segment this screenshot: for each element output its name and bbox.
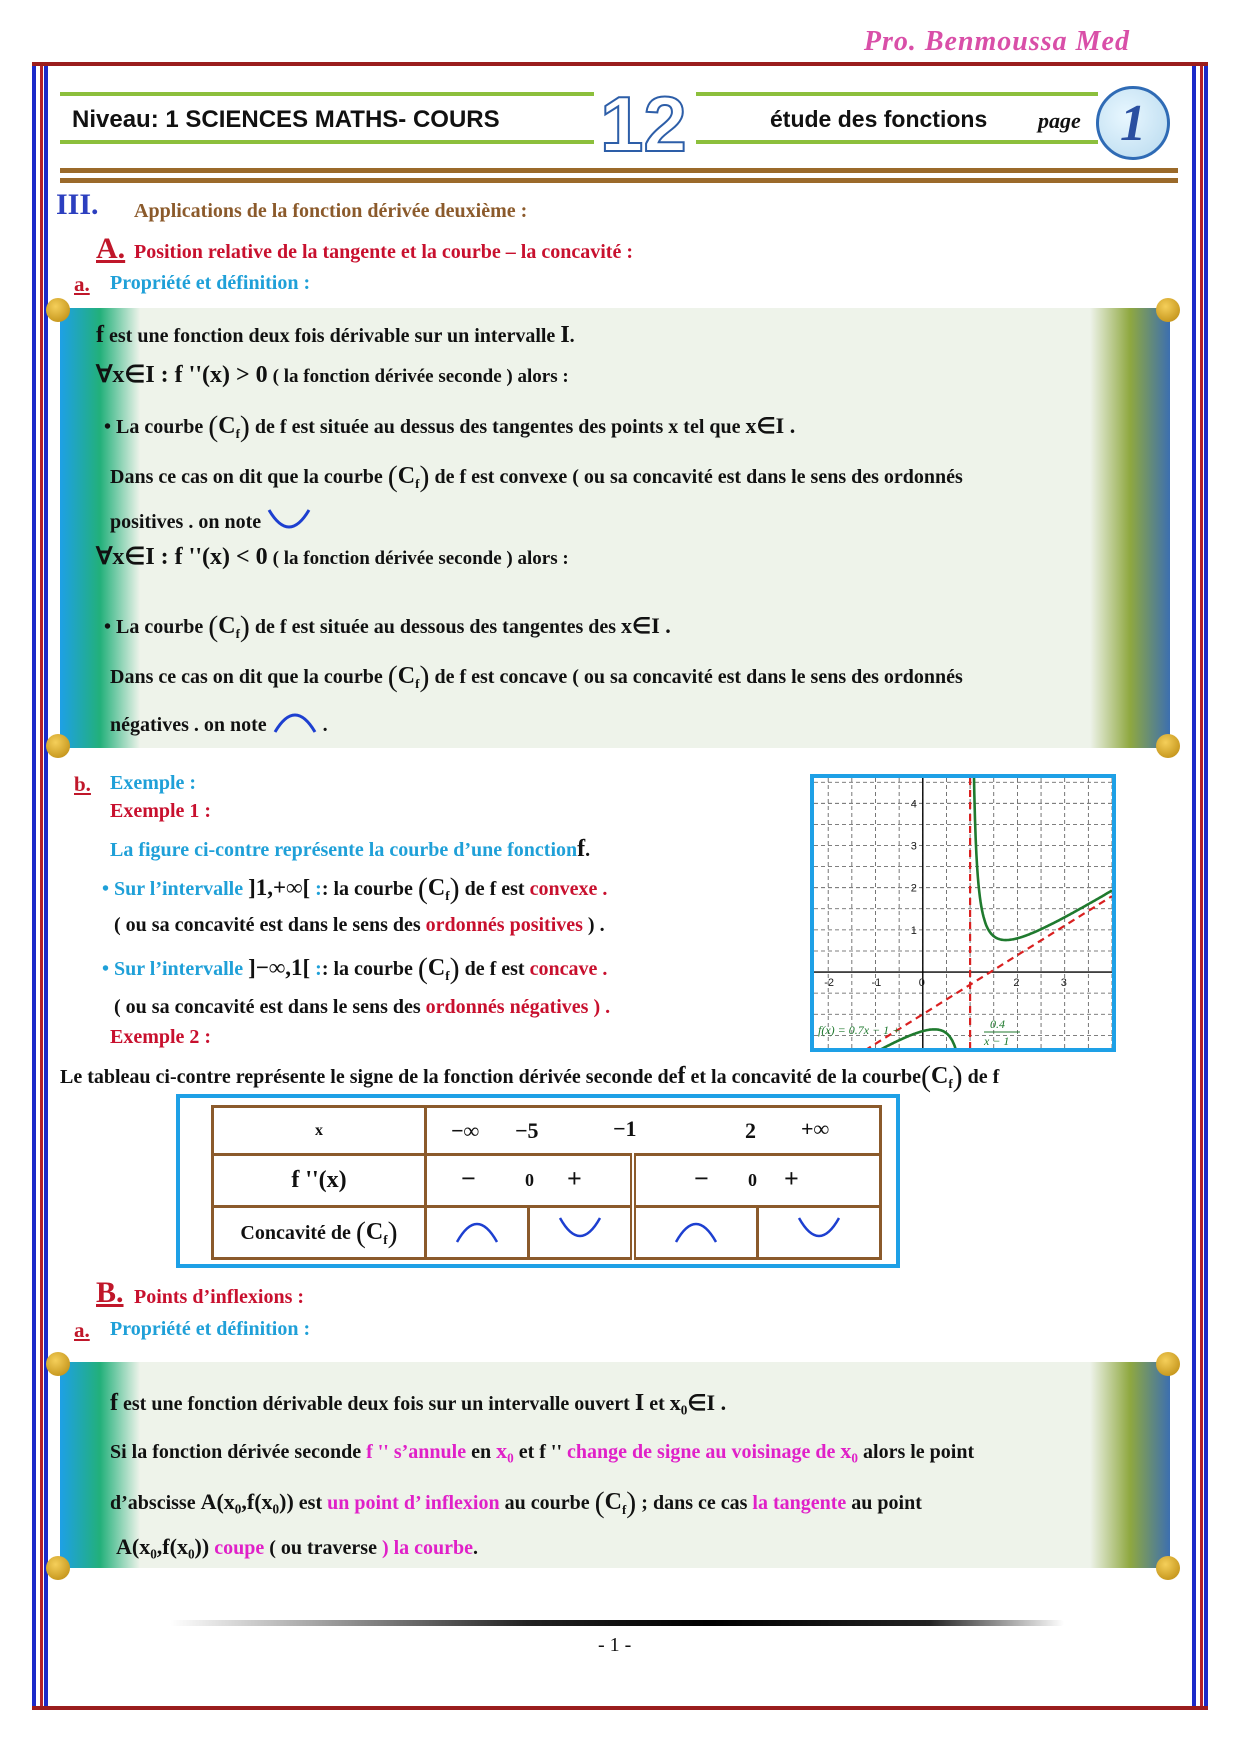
condition-positive [96,360,569,389]
x-tick-label: -2 [824,977,834,990]
header-topic: étude des fonctions [770,106,988,132]
bullet-below: • La courbe $(C_f)$ de f est située au dessous des tangentes des x∈I . [104,610,671,643]
y-tick-label: 4 [910,798,917,811]
header-right-box [696,92,1098,144]
inflexion-line-1: f est une fonction dérivable deux fois sur un intervalle ouvert I et x₀∈I . [110,1390,727,1416]
footer-rule [170,1620,1064,1626]
convex-note-line: positives . on note [110,506,312,534]
concave-note-line: négatives . on note . [110,708,328,737]
concave-cap-icon [272,708,318,734]
section-a-sub-letter: a. [74,272,90,296]
table-row [213,1207,881,1259]
interval-minus-inf-1: ]−∞,1[ [248,955,311,980]
curve-Cf: $(C_f)$ [387,660,430,693]
section-numeral: III. [56,188,99,221]
page-number-badge [1096,86,1170,160]
function-graph [810,774,1116,1052]
box-corner-ornament [1156,1556,1180,1580]
right-border [1192,66,1208,1706]
concave-definition: Dans ce cas on dit que la courbe $(C_f)$ de f est concave ( ou sa concavité est dans le sens des ordonnés [110,660,963,693]
y-tick-label: 3 [910,840,917,853]
x-tick-label: 0 [918,977,925,990]
example-letter: b. [74,772,91,796]
box-corner-ornament [46,1556,70,1580]
convex-definition: Dans ce cas on dit que la courbe $(C_f)$ de f est convexe ( ou sa concavité est dans le sens des ordonnés [110,460,963,493]
var-f: f [96,322,104,348]
section-title: Applications de la fonction dérivée deuxième : [134,200,528,222]
header-rule-1 [60,168,1178,173]
var-I: I [560,322,570,348]
example-1-title: Exemple 1 : [110,800,212,822]
inflexion-line-4: A(x₀,f(x₀)) coupe ( ou traverse ) la courbe. [116,1534,479,1559]
example-interval-convex: • Sur l’intervalle ]1,+∞[ :: la courbe $(C_f)$ de f est convexe . [102,872,608,905]
convex-cup-icon [557,1216,603,1244]
section-a-title: Position relative de la tangente et la courbe – la concavité : [134,241,633,263]
inflexion-line-3: d’abscisse A(x₀,f(x₀)) est un point d’ inflexion au courbe $(C_f)$ ; dans ce cas la tangente au point [110,1486,922,1519]
box-corner-ornament [46,298,70,322]
example-convex-note: ( ou sa concavité est dans le sens des ordonnés positives ) . [114,914,605,936]
section-a-letter: A. [96,232,126,265]
curve-Cf: $(C_f)$ [417,872,460,905]
inflexion-line-2: Si la fonction dérivée seconde f '' s’annule en x₀ et f '' change de signe au voisinage de x₀ alors le point [110,1438,975,1463]
curve-Cf: $(C_f)$ [594,1486,637,1519]
bullet-above-a: La courbe [116,416,204,438]
section-b-letter: B. [96,1276,124,1309]
condition-negative-math: ∀x∈I : f ''(x) < 0 [96,544,268,570]
box-corner-ornament [1156,1352,1180,1376]
x-tick-label: 2 [1013,977,1020,990]
example-1-intro: La figure ci-contre représente la courbe d’une fonctionf. [110,836,591,862]
example-2-intro: Le tableau ci-contre représente le signe de la fonction dérivée seconde def et la concavité de la $courbe(C_f)$ de f [60,1060,1000,1093]
page-number: 1 [1120,94,1146,152]
table-fpp-label: f ''(x) [213,1155,426,1207]
table-x-values: −∞ −5 −1 2 +∞ [426,1107,881,1155]
concave-cap-icon [454,1216,500,1244]
curve-Cf: $(C_f)$ [387,460,430,493]
condition-negative [96,542,569,571]
example-interval-concave: • Sur l’intervalle ]−∞,1[ :: la courbe $(C_f)$ de f est concave . [102,952,608,985]
box-corner-ornament [1156,734,1180,758]
table-concavity-cell [529,1207,634,1259]
header-left-box [60,92,594,144]
def-line-1-text: est une fonction deux fois dérivable sur un intervalle [109,325,556,347]
x-tick-label: -1 [871,977,882,990]
formula-numerator: 0.4 [990,1017,1005,1031]
bullet-above-c: x∈I . [745,413,796,438]
top-border [32,62,1208,66]
footer-page-number: - 1 - [598,1634,632,1656]
curve-Cf: $(C_f)$ [208,610,250,643]
table-concavity-cell [426,1207,529,1259]
table-row [213,1107,881,1155]
bottom-border [32,1706,1208,1710]
table-concavity-label: Concavité de $(C_f)$ [213,1207,426,1259]
header-number: 12 [600,80,687,168]
section-a-sub-title: Propriété et définition : [110,272,311,294]
x-tick-label: 3 [1060,977,1067,990]
condition-note: ( la fonction dérivée seconde ) alors : [272,548,569,569]
convex-cup-icon [796,1216,842,1244]
curve-Cf: $(C_f)$ [417,952,460,985]
bullet-above: • La courbe $(C_f)$ de f est située au dessus des tangentes des points x tel que x∈I . [104,410,796,443]
condition-positive-math: ∀x∈I : f ''(x) > 0 [96,362,268,388]
condition-note: ( la fonction dérivée seconde ) alors : [272,366,569,387]
section-b-sub-letter: a. [74,1318,90,1342]
example-2-title: Exemple 2 : [110,1026,212,1048]
box-corner-ornament [1156,298,1180,322]
example-title: Exemple : [110,772,197,794]
section-b-sub-title: Propriété et définition : [110,1318,311,1340]
table-concavity-cell [758,1207,881,1259]
curve-Cf: $(C_f)$ [920,1060,963,1093]
table-concavity-cell [633,1207,758,1259]
table-signs-left: − 0 + [426,1155,634,1207]
author-signature: Pro. Benmoussa Med [863,26,1130,57]
box-corner-ornament [46,1352,70,1376]
y-tick-label: 1 [910,924,917,937]
graph-svg [814,778,1112,1048]
def-line-1: f est une fonction deux fois dérivable sur un intervalle I. [96,322,575,348]
y-tick-label: 2 [910,882,917,895]
box-corner-ornament [46,734,70,758]
convex-cup-icon [266,506,312,530]
interval-1-plus-inf: ]1,+∞[ [248,875,311,900]
curve-Cf: $(C_f)$ [208,410,250,443]
formula-label: f(x) = 0.7x − 1 + [818,1023,901,1037]
bullet-above-b: de f est située au dessus des tangentes des points x tel que [254,416,741,438]
formula-denominator: x − 1 [984,1034,1010,1048]
concave-cap-icon [673,1216,719,1244]
table-x-label: x [213,1107,426,1155]
header-level: Niveau: 1 SCIENCES MATHS- COURS [72,106,500,133]
table-row [213,1155,881,1207]
page-label: page [1038,108,1081,133]
example-concave-note: ( ou sa concavité est dans le sens des ordonnés négatives ) . [114,996,611,1018]
concavity-table [211,1105,882,1260]
header-rule-2 [60,178,1178,183]
section-b-title: Points d’inflexions : [134,1286,305,1308]
table-signs-right: − 0 + [633,1155,881,1207]
